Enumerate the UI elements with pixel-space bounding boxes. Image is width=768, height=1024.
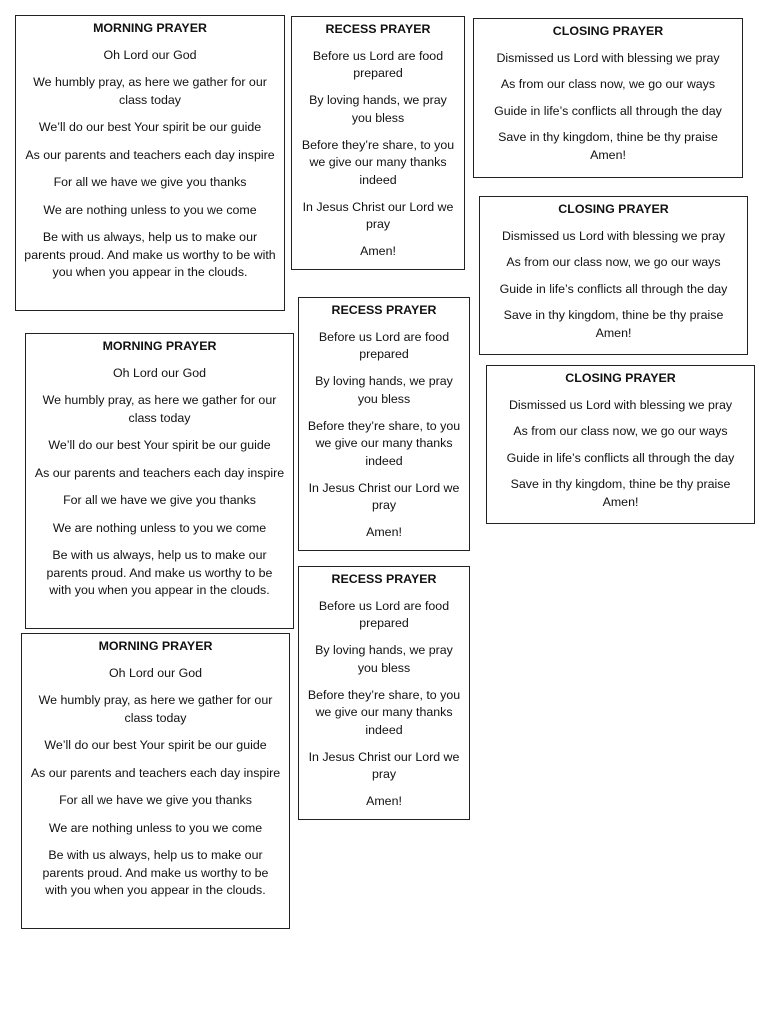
prayer-line: Before us Lord are food prepared [312, 48, 444, 80]
prayer-line: We’ll do our best Your spirit be our guide [44, 738, 267, 752]
prayer-line: As our parents and teachers each day inspire [30, 765, 281, 780]
prayer-line: By loving hands, we pray you bless [315, 374, 453, 406]
prayer-line: Oh Lord our God [103, 47, 197, 62]
prayer-line: Oh Lord our God [109, 665, 202, 680]
prayer-line: Guide in life’s conflicts all through the day [499, 281, 728, 296]
prayer-line: For all we have we give you thanks [53, 175, 247, 189]
prayer-line: For all we have we give you thanks [63, 493, 256, 507]
closing-prayer-card [473, 18, 743, 178]
prayer-line: As from our class now, we go our ways [513, 424, 728, 438]
prayer-line: We are nothing unless to you we come [43, 202, 257, 217]
prayer-line: Save in thy kingdom, thine be thy praise Amen! [498, 130, 718, 162]
morning-prayer-card [21, 633, 290, 929]
prayer-line: Before us Lord are food prepared [318, 598, 450, 630]
recess-prayer-card [298, 297, 470, 551]
closing-prayer-card [479, 196, 748, 355]
prayer-line: Save in thy kingdom, thine be thy praise Amen! [510, 477, 731, 509]
prayer-line: As from our class now, we go our ways [500, 77, 716, 91]
prayer-line: In Jesus Christ our Lord we pray [308, 480, 460, 512]
prayer-line: As our parents and teachers each day inspire [25, 147, 275, 162]
prayer-line: For all we have we give you thanks [59, 793, 252, 807]
prayer-line: Save in thy kingdom, thine be thy praise Amen! [503, 308, 724, 340]
closing-prayer-card [486, 365, 755, 524]
card-title: CLOSING PRAYER [558, 202, 669, 216]
prayer-line: Dismissed us Lord with blessing we pray [508, 397, 733, 412]
prayer-line: We’ll do our best Your spirit be our guide [48, 438, 271, 452]
prayer-line: Before they’re share, to you we give our many thanks indeed [301, 137, 455, 187]
prayer-line: Guide in life’s conflicts all through the day [506, 450, 735, 465]
prayer-line: We humbly pray, as here we gather for our class today [42, 393, 277, 425]
prayer-line: Before they’re share, to you we give our many thanks indeed [307, 418, 461, 468]
card-title: MORNING PRAYER [93, 21, 207, 35]
prayer-line: By loving hands, we pray you bless [309, 93, 447, 125]
prayer-line: We are nothing unless to you we come [52, 520, 267, 535]
prayer-line: Before they’re share, to you we give our many thanks indeed [307, 687, 461, 737]
prayer-line: We humbly pray, as here we gather for our class today [33, 75, 267, 107]
prayer-line: Amen! [366, 794, 402, 808]
card-title: MORNING PRAYER [98, 639, 213, 653]
prayer-line: Dismissed us Lord with blessing we pray [496, 50, 720, 65]
morning-prayer-card [25, 333, 294, 629]
prayer-line: Amen! [366, 525, 402, 539]
prayer-line: Be with us always, help us to make our parents proud. And make us worthy to be with you when you appear in the clouds. [24, 230, 276, 279]
card-title: RECESS PRAYER [331, 303, 437, 317]
card-title: RECESS PRAYER [325, 22, 431, 36]
prayer-line: In Jesus Christ our Lord we pray [302, 199, 454, 231]
prayer-line: By loving hands, we pray you bless [315, 643, 453, 675]
prayer-line: Be with us always, help us to make our parents proud. And make us worthy to be with you when you appear in the clouds. [46, 548, 273, 597]
recess-prayer-card [291, 16, 465, 270]
morning-prayer-card [15, 15, 285, 311]
prayer-line: Guide in life’s conflicts all through the day [494, 103, 722, 118]
card-title: MORNING PRAYER [102, 339, 217, 353]
prayer-line: Oh Lord our God [113, 365, 206, 380]
prayer-line: We’ll do our best Your spirit be our guide [38, 120, 262, 134]
prayer-line: In Jesus Christ our Lord we pray [308, 749, 460, 781]
prayer-line: We humbly pray, as here we gather for our class today [38, 693, 273, 725]
prayer-line: Dismissed us Lord with blessing we pray [501, 228, 726, 243]
prayer-line: Amen! [360, 244, 396, 258]
prayer-line: As from our class now, we go our ways [506, 255, 721, 269]
prayer-line: As our parents and teachers each day inspire [34, 465, 285, 480]
card-title: RECESS PRAYER [331, 572, 437, 586]
prayer-line: Before us Lord are food prepared [318, 329, 450, 361]
prayer-line: We are nothing unless to you we come [48, 820, 263, 835]
card-title: CLOSING PRAYER [552, 24, 664, 38]
recess-prayer-card [298, 566, 470, 820]
prayer-line: Be with us always, help us to make our parents proud. And make us worthy to be with you when you appear in the clouds. [42, 848, 269, 897]
card-title: CLOSING PRAYER [565, 371, 676, 385]
